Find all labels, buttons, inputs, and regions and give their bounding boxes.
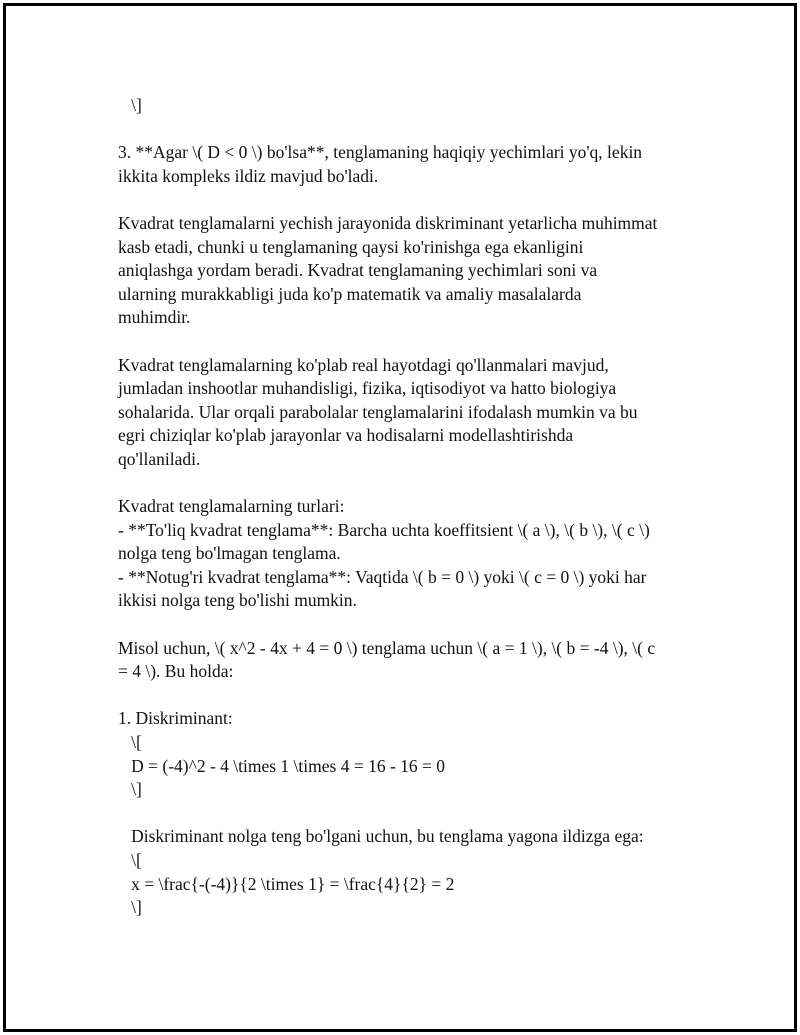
text-line: muhimdir.: [118, 307, 191, 328]
paragraph-gap: [118, 802, 698, 826]
paragraph: [118, 495, 698, 613]
text-line: Kvadrat tenglamalarning turlari:: [118, 496, 345, 517]
text-line: Kvadrat tenglamalarni yechish jarayonida diskriminant yetarlicha muhimmat: [118, 212, 658, 233]
paragraph-gap: [118, 684, 698, 708]
text-line: Diskriminant nolga teng bo'lgani uchun, bu tenglama yagona ildizga ega:: [118, 826, 644, 847]
text-line: egri chiziqlar ko'plab jarayonlar va hodisalarni modellashtirishda: [118, 425, 574, 446]
paragraph: [118, 354, 698, 472]
text-line: aniqlashga yordam beradi. Kvadrat tenglamaning yechimlari soni va: [118, 260, 598, 281]
text-line: nolga teng bo'lmagan tenglama.: [118, 543, 341, 564]
text-line: ikkita kompleks ildiz mavjud bo'ladi.: [118, 165, 379, 186]
paragraph: [118, 825, 698, 919]
paragraph: [118, 94, 698, 118]
text-line: \[: [118, 850, 142, 870]
text-line: x = \frac{-(-4)}{2 \times 1} = \frac{4}{2} = 2: [118, 873, 455, 894]
text-line: sohalarida. Ular orqali parabolalar tenglamalarini ifodalash mumkin va bu: [118, 401, 638, 422]
text-line: = 4 \). Bu holda:: [118, 661, 234, 682]
text-line: 3. **Agar \( D < 0 \) bo'lsa**, tenglamaning haqiqiy yechimlari yo'q, lekin: [118, 142, 643, 163]
text-line: - **Notug'ri kvadrat tenglama**: Vaqtida \( b = 0 \) yoki \( c = 0 \) yoki har: [118, 566, 647, 587]
document-body: [118, 94, 698, 920]
paragraph: [118, 141, 698, 188]
paragraph-gap: [118, 118, 698, 142]
text-line: - **To'liq kvadrat tenglama**: Barcha uchta koeffitsient \( a \), \( b \), \( c \): [118, 519, 650, 540]
text-line: jumladan inshootlar muhandisligi, fizika, iqtisodiyot va hatto biologiya: [118, 378, 617, 399]
text-line: Misol uchun, \( x^2 - 4x + 4 = 0 \) tenglama uchun \( a = 1 \), \( b = -4 \), \( c: [118, 637, 656, 658]
text-line: kasb etadi, chunki u tenglamaning qaysi ko'rinishga ega ekanligini: [118, 236, 584, 257]
text-line: Kvadrat tenglamalarning ko'plab real hayotdagi qo'llanmalari mavjud,: [118, 354, 609, 375]
text-line: \]: [118, 779, 142, 800]
paragraph-gap: [118, 188, 698, 212]
paragraph: [118, 707, 698, 801]
text-line: 1. Diskriminant:: [118, 708, 233, 729]
text-line: \[: [118, 732, 142, 753]
text-line: qo'llaniladi.: [118, 448, 201, 469]
paragraph-gap: [118, 330, 698, 354]
text-line: D = (-4)^2 - 4 \times 1 \times 4 = 16 - 16 = 0: [118, 755, 446, 776]
text-line: ikkisi nolga teng bo'lishi mumkin.: [118, 590, 357, 611]
paragraph-gap: [118, 472, 698, 496]
text-line: ularning murakkabligi juda ko'p matematik va amaliy masalalarda: [118, 283, 582, 304]
text-line: \]: [118, 95, 142, 115]
text-line: \]: [118, 897, 142, 918]
paragraph-gap: [118, 613, 698, 637]
paragraph: [118, 637, 698, 684]
paragraph: [118, 212, 698, 330]
